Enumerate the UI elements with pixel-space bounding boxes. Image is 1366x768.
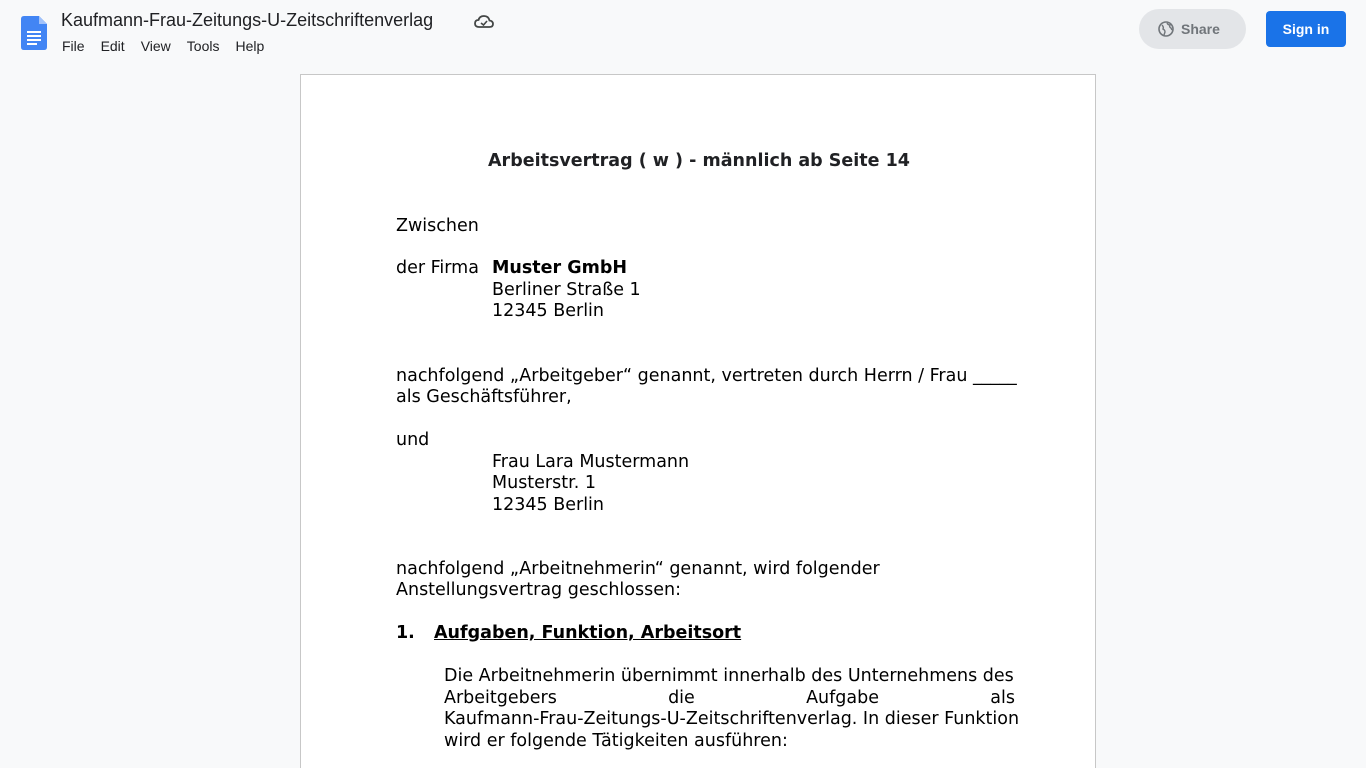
doc-heading: Arbeitsvertrag ( w ) - männlich ab Seite 14	[488, 151, 910, 171]
para1-line1: nachfolgend „Arbeitgeber“ genannt, vertreten durch Herrn / Frau _____	[396, 366, 1017, 386]
para1-line2: als Geschäftsführer,	[396, 387, 572, 407]
firma-name: Muster GmbH	[492, 258, 628, 278]
body-line	[444, 731, 1015, 753]
app-header	[0, 0, 1366, 66]
body-line-text: Die Arbeitnehmerin übernimmt innerhalb des Unternehmens des	[444, 666, 1014, 686]
zwischen-text: Zwischen	[396, 216, 479, 236]
menu-view[interactable]: View	[140, 38, 171, 54]
share-button[interactable]	[1139, 9, 1246, 49]
section-number: 1.	[396, 623, 415, 643]
employee-street: Musterstr. 1	[492, 473, 596, 493]
menu-file[interactable]: File	[62, 38, 85, 54]
docs-icon[interactable]	[21, 16, 47, 50]
document-title[interactable]: Kaufmann-Frau-Zeitungs-U-Zeitschriftenverlag	[61, 10, 434, 30]
share-label: Share	[1181, 21, 1220, 37]
employee-city: 12345 Berlin	[492, 495, 605, 515]
menu-edit[interactable]: Edit	[100, 38, 125, 54]
globe-icon	[1158, 21, 1174, 37]
menu-tools[interactable]: Tools	[186, 38, 220, 54]
employee-name: Frau Lara Mustermann	[492, 452, 690, 472]
body-line	[444, 666, 1015, 688]
firma-street: Berliner Straße 1	[492, 280, 641, 300]
section-body	[444, 666, 1020, 752]
sign-in-button[interactable]: Sign in	[1266, 11, 1346, 47]
firma-city: 12345 Berlin	[492, 301, 605, 321]
body-word: die	[668, 687, 695, 708]
section-title: Aufgaben, Funktion, Arbeitsort	[434, 623, 742, 643]
body-line-justified	[444, 688, 1015, 710]
body-line-text: wird er folgende Tätigkeiten ausführen:	[444, 730, 788, 751]
para2-line2: Anstellungsvertrag geschlossen:	[396, 580, 681, 600]
body-word: Arbeitgebers	[444, 687, 557, 708]
para2-line1: nachfolgend „Arbeitnehmerin“ genannt, wird folgender	[396, 559, 880, 579]
cloud-saved-icon[interactable]	[473, 12, 495, 32]
document-page	[300, 74, 1096, 768]
firma-label: der Firma	[396, 258, 479, 278]
body-line	[444, 709, 1020, 731]
body-line-text: Kaufmann-Frau-Zeitungs-U-Zeitschriftenverlag. In dieser Funktion	[444, 709, 1020, 730]
menu-bar	[54, 36, 272, 56]
body-word: Aufgabe	[806, 687, 880, 708]
menu-help[interactable]: Help	[235, 38, 265, 54]
body-word: als	[990, 687, 1015, 708]
und-text: und	[396, 430, 430, 450]
